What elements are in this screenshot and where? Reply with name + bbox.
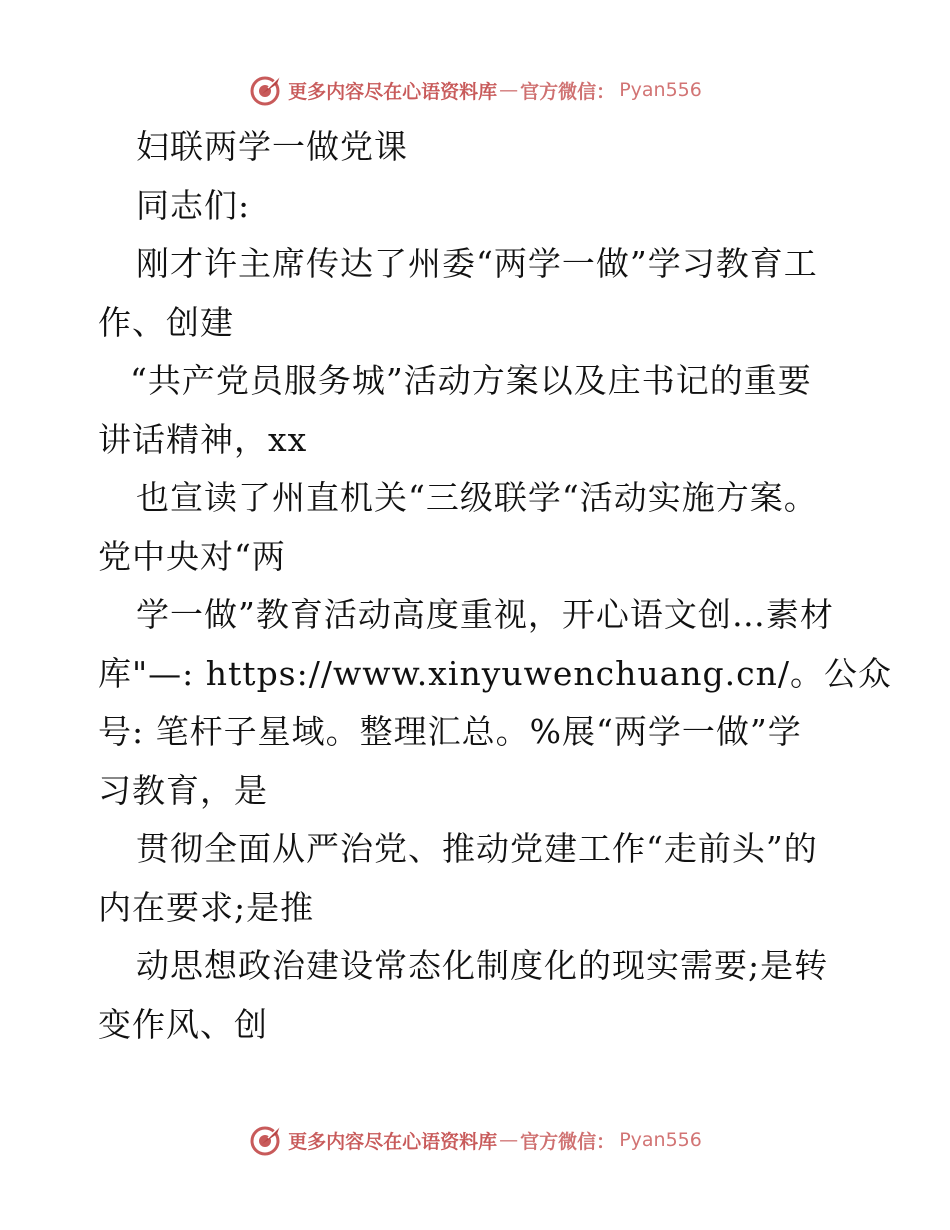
document-body — [98, 118, 893, 1054]
paragraph-line: 习教育，是 — [98, 770, 268, 810]
paragraph-line: 内在要求;是推 — [98, 887, 315, 927]
watermark-separator: — — [499, 79, 519, 101]
watermark-site-text: 更多内容尽在心语资料库 — [288, 80, 498, 103]
paragraph-line: 号: 笔杆子星域。整理汇总。%展“两学一做”学 — [98, 712, 802, 751]
footer-watermark — [0, 1120, 950, 1160]
paragraph-line: 库"—: https://www.xinyuwenchuang.cn/。公众 — [98, 653, 893, 693]
paragraph-line: 变作风、创 — [98, 1004, 268, 1044]
paragraph-line: 动思想政治建设常态化制度化的现实需要;是转 — [136, 946, 829, 985]
watermark-account: Pyan556 — [619, 1129, 702, 1151]
paragraph-line: 贯彻全面从严治党、推动党建工作“走前头”的 — [136, 829, 818, 868]
paragraph-line: 党中央对“两 — [98, 536, 286, 576]
paragraph-line: 也宣读了州直机关“三级联学“活动实施方案。 — [136, 478, 818, 517]
watermark-separator: — — [499, 1129, 519, 1151]
watermark-label: 官方微信： — [520, 1130, 616, 1153]
header-watermark — [0, 70, 950, 110]
quill-logo-icon — [248, 1122, 284, 1158]
watermark-site-text: 更多内容尽在心语资料库 — [288, 1130, 498, 1153]
document-title: 妇联两学一做党课 — [136, 127, 408, 166]
paragraph-line: 刚才许主席传达了州委“两学一做”学习教育工 — [136, 244, 818, 283]
paragraph-line: 讲话精神，xx — [98, 419, 308, 459]
paragraph-line: 作、创建 — [98, 302, 234, 342]
watermark-account: Pyan556 — [619, 79, 702, 101]
quill-logo-icon — [248, 72, 284, 108]
paragraph-line: “共产党员服务城”活动方案以及庄书记的重要 — [130, 361, 812, 400]
salutation: 同志们: — [136, 185, 251, 225]
paragraph-line: 学一做”教育活动高度重视，开心语文创…素材 — [136, 595, 834, 634]
watermark-label: 官方微信： — [520, 80, 616, 103]
